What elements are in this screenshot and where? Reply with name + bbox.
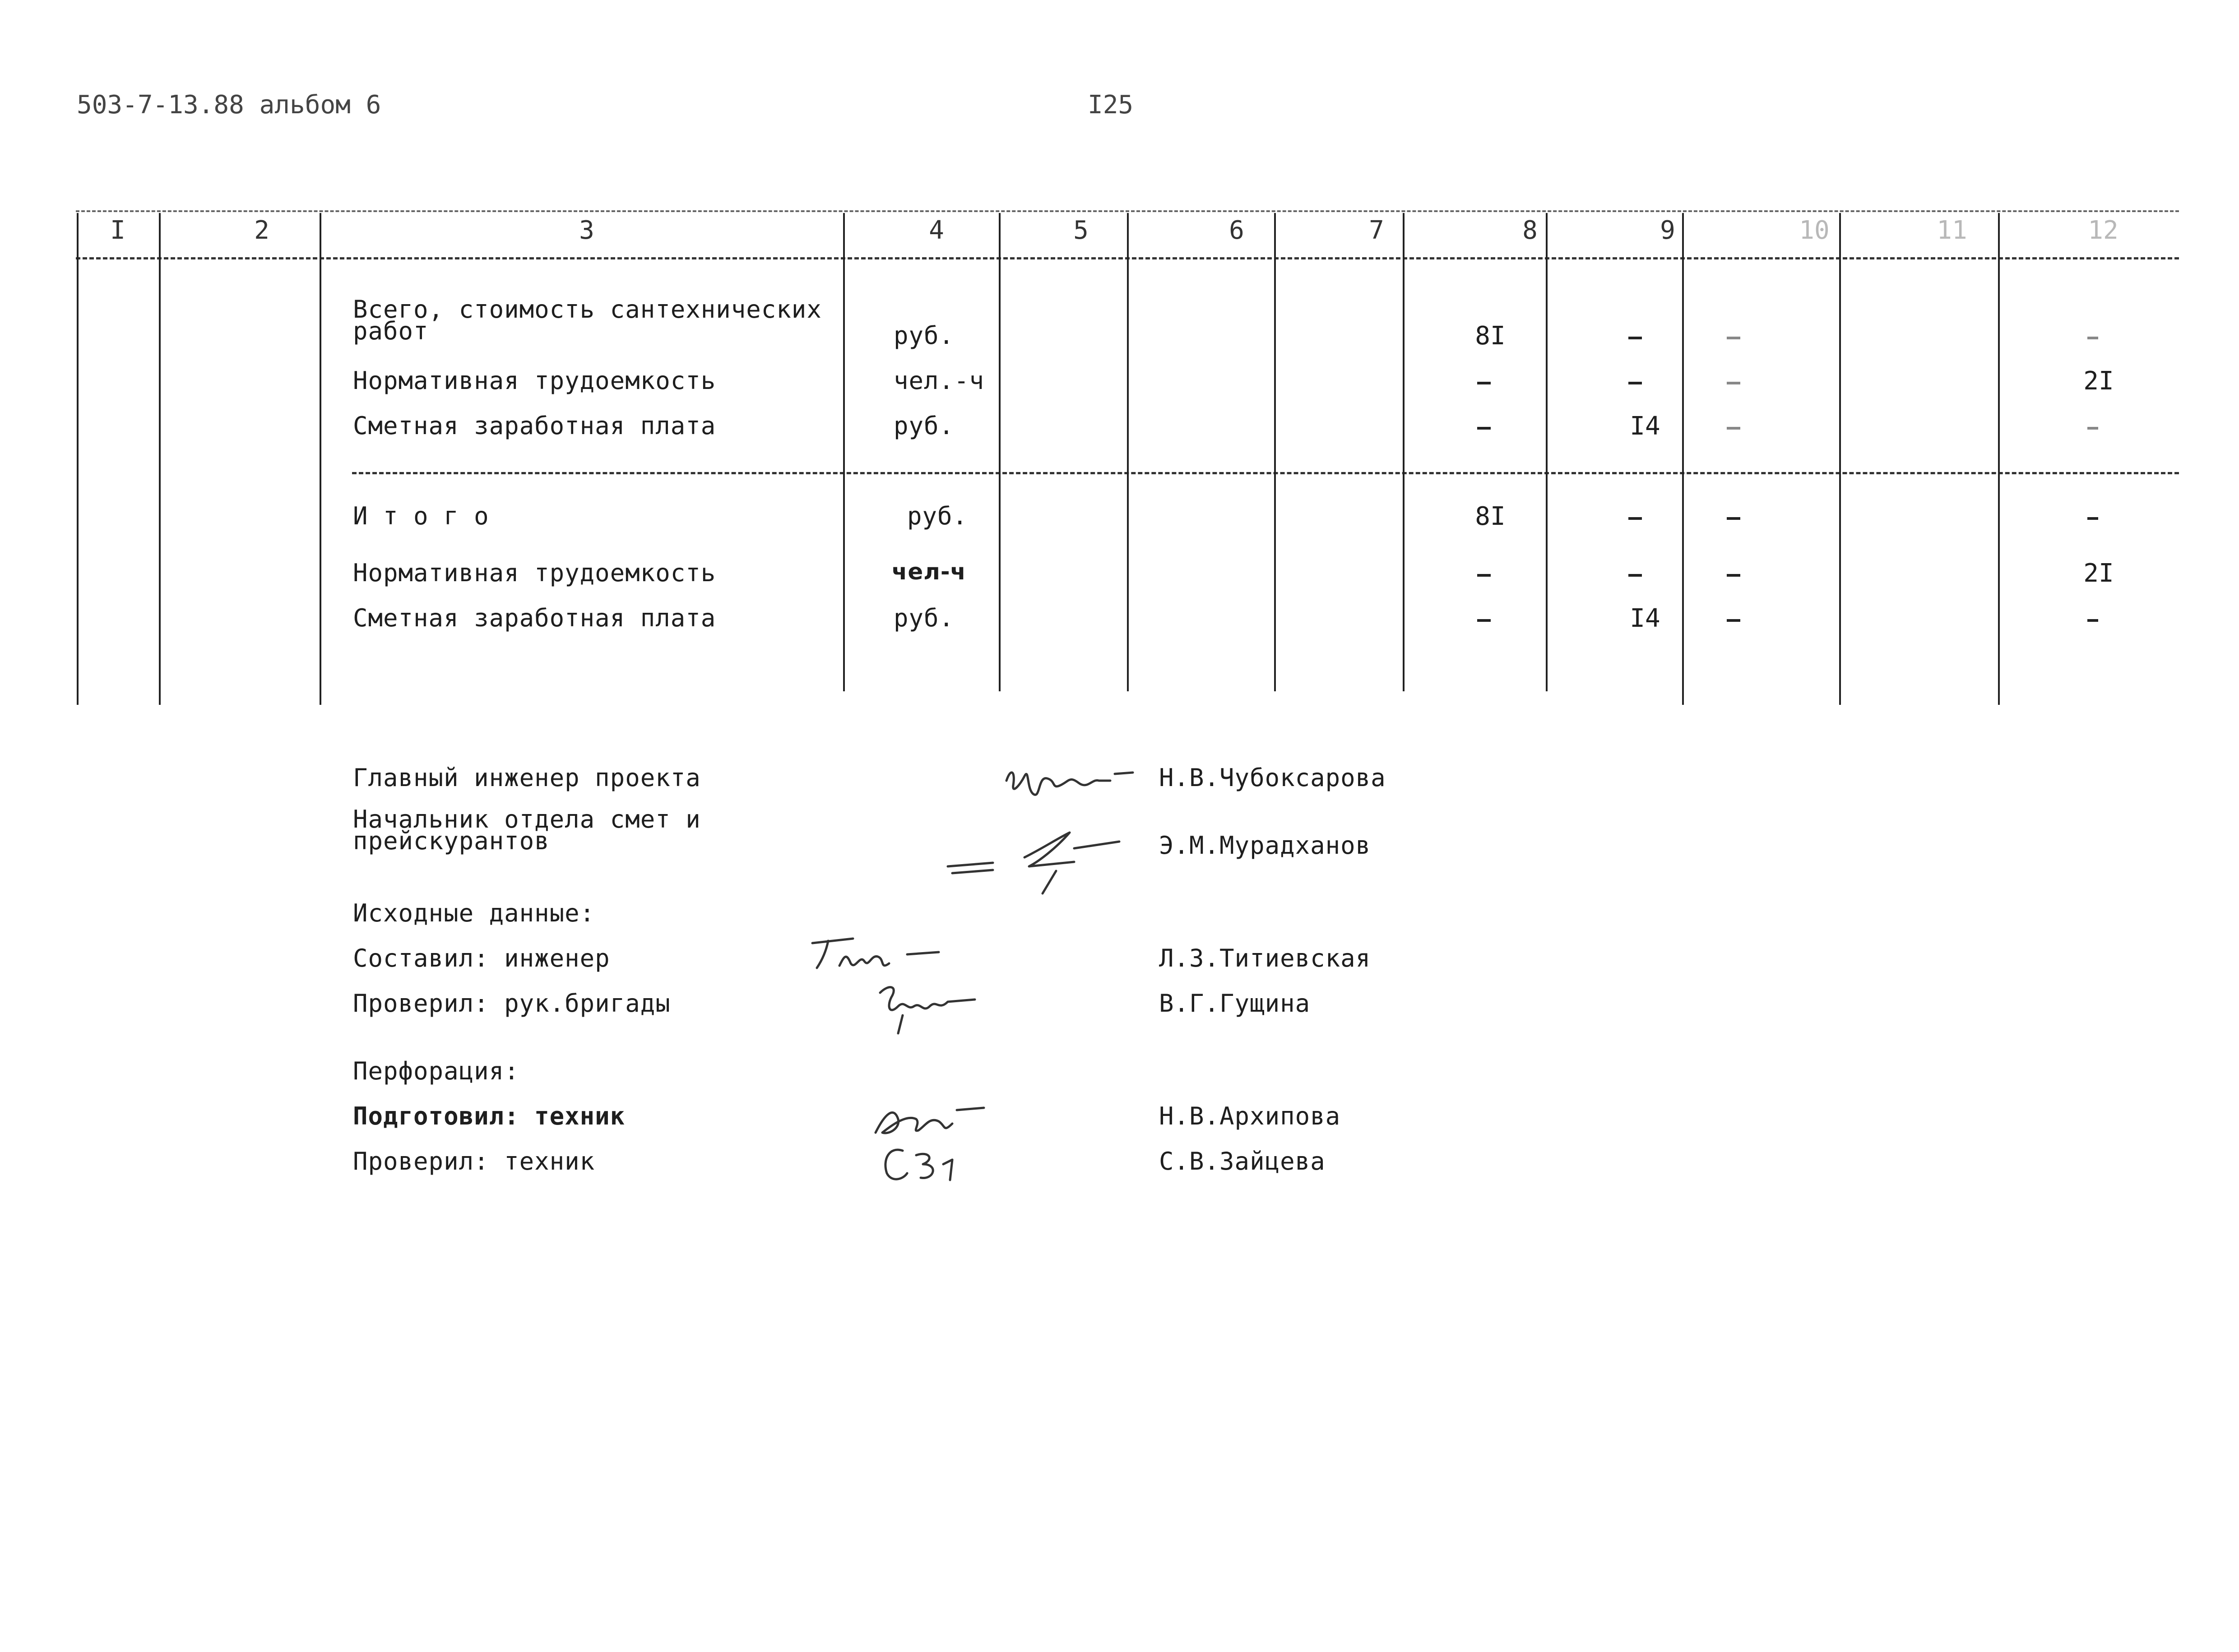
dash-mark — [2087, 619, 2098, 622]
column-number: 8 — [1522, 216, 1538, 245]
signer-name: С.В.Зайцева — [1159, 1147, 1326, 1175]
signer-role-line: прейскурантов — [353, 827, 550, 855]
signature-chubok — [1002, 754, 1137, 812]
column-line — [999, 213, 1001, 691]
column-line — [77, 213, 79, 705]
row-label: Нормативная трудоемкость — [353, 366, 716, 395]
dash-mark — [1477, 382, 1491, 384]
column-line — [1546, 213, 1548, 691]
column-line — [1274, 213, 1276, 691]
signer-name: В.Г.Гущина — [1159, 989, 1311, 1018]
signer-role: Проверил: техник — [353, 1147, 595, 1175]
dash-mark — [1727, 574, 1740, 577]
dash-mark — [1727, 427, 1740, 430]
dash-mark — [1727, 619, 1740, 622]
column-line — [1403, 213, 1405, 691]
section-divider-rule — [352, 472, 2179, 474]
signer-role — [353, 805, 701, 855]
value-cell-col9: I4 — [1630, 412, 1660, 441]
signer-role-line: Начальник отдела смет и — [353, 805, 701, 833]
unit-cell: руб. — [894, 604, 955, 632]
column-number: 2 — [254, 216, 269, 245]
signer-name: Э.М.Мурадханов — [1159, 831, 1371, 860]
signer-role: Подготовил: техник — [353, 1102, 626, 1130]
document-code: 503-7-13.88 альбом 6 — [77, 90, 381, 120]
signature-titievskaya — [803, 930, 948, 979]
dash-mark — [1628, 382, 1642, 384]
column-number: 12 — [2088, 216, 2118, 245]
dash-mark — [1628, 517, 1642, 520]
column-number: I — [110, 216, 125, 245]
dash-mark — [2087, 427, 2098, 430]
signer-role: Проверил: рук.бригады — [353, 989, 671, 1018]
dash-mark — [2087, 337, 2098, 339]
dash-mark — [1727, 382, 1740, 384]
column-line — [843, 213, 845, 691]
signer-name: Л.З.Титиевская — [1159, 944, 1371, 972]
value-cell-col8: 8I — [1475, 321, 1506, 351]
value-cell-col9: I4 — [1630, 604, 1660, 633]
value-cell-col12: 2I — [2083, 559, 2114, 588]
column-line — [1682, 213, 1684, 705]
dash-mark — [1477, 427, 1491, 430]
page-number: I25 — [1088, 90, 1134, 120]
dash-mark — [1727, 517, 1740, 520]
dash-mark — [1628, 574, 1642, 577]
column-number: 3 — [579, 216, 594, 245]
column-line — [320, 213, 321, 705]
section-heading: Перфорация: — [353, 1057, 519, 1085]
column-line — [1127, 213, 1129, 691]
row-label: Сметная заработная плата — [353, 604, 716, 632]
row-label-line: Всего, стоимость сантехнических — [353, 295, 822, 324]
signer-name: Н.В.Архипова — [1159, 1102, 1341, 1130]
column-number: 11 — [1937, 216, 1967, 245]
column-number: 9 — [1660, 216, 1675, 245]
column-line — [1839, 213, 1841, 705]
signer-role: Составил: инженер — [353, 944, 610, 972]
value-cell-col8: 8I — [1475, 502, 1506, 531]
column-number: 5 — [1073, 216, 1089, 245]
signer-name: Н.В.Чубоксарова — [1159, 764, 1386, 792]
row-label — [353, 295, 822, 345]
unit-cell: руб. — [894, 412, 955, 440]
row-label-line: работ — [353, 317, 429, 345]
dash-mark — [1477, 574, 1491, 577]
table-top-rule — [76, 210, 2179, 212]
unit-cell: чел.-ч — [894, 366, 985, 395]
dash-mark — [1727, 337, 1740, 339]
dash-mark — [1477, 619, 1491, 622]
unit-cell: руб. — [907, 502, 968, 530]
dash-mark — [2087, 517, 2098, 520]
column-number: 6 — [1229, 216, 1244, 245]
row-label: Сметная заработная плата — [353, 412, 716, 440]
value-cell-col12: 2I — [2083, 366, 2114, 396]
column-number: 7 — [1369, 216, 1384, 245]
signature-zaitseva — [876, 1137, 975, 1191]
column-number: 10 — [1799, 216, 1830, 245]
column-line — [1998, 213, 2000, 705]
signer-role: Главный инженер проекта — [353, 764, 701, 792]
dash-mark — [1628, 337, 1642, 339]
signature-gushchina — [871, 975, 988, 1038]
unit-cell: чел-ч — [892, 559, 966, 585]
column-number: 4 — [929, 216, 944, 245]
row-label: И т о г о — [353, 502, 489, 530]
column-line — [159, 213, 161, 705]
unit-cell: руб. — [894, 321, 955, 350]
section-heading: Исходные данные: — [353, 899, 595, 927]
row-label: Нормативная трудоемкость — [353, 559, 716, 587]
signature-muradkhanov — [939, 821, 1128, 898]
